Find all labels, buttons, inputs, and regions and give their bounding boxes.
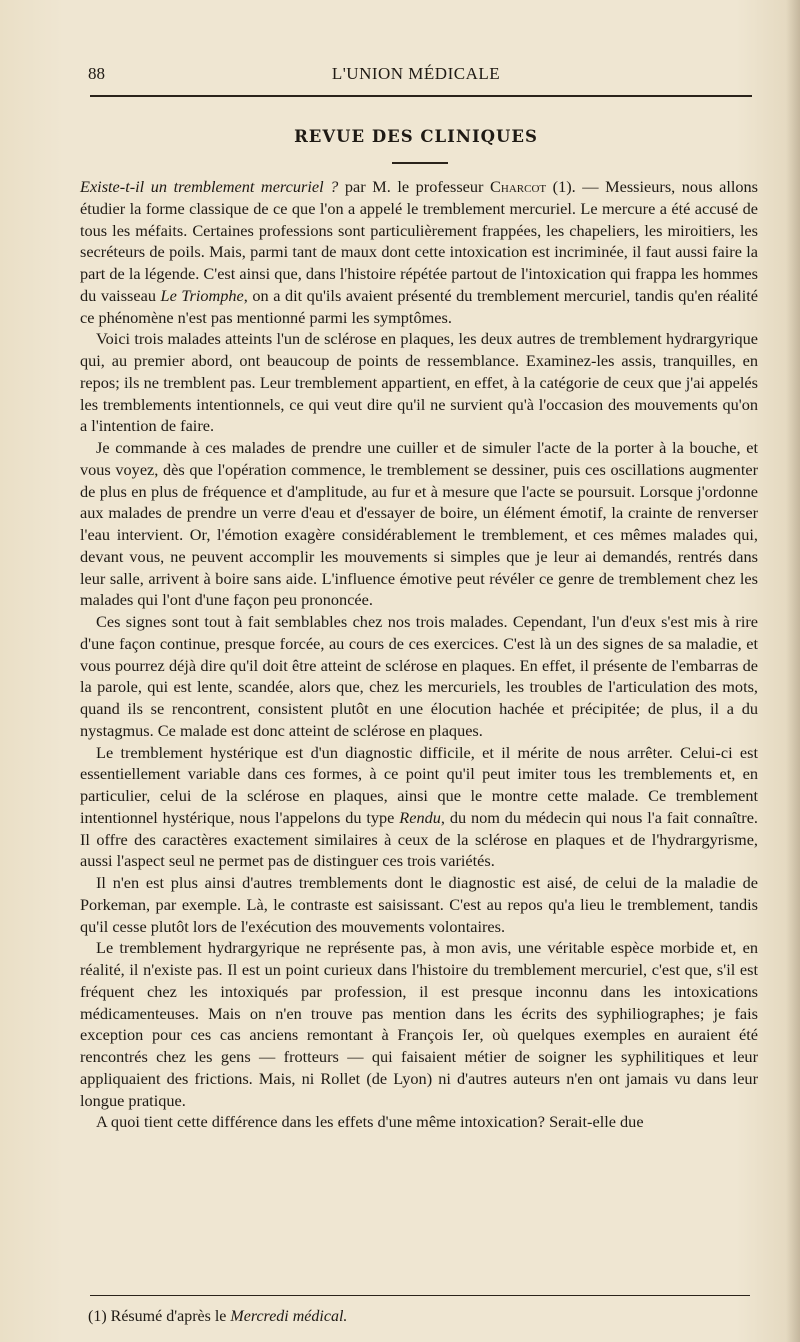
title-divider <box>392 162 448 164</box>
type-name: Rendu <box>399 807 441 827</box>
paragraph: Ces signes sont tout à fait semblables chez nos trois malades. Cependant, l'un d'eux s'est mis à rire d'une façon continue, presque forcée, au cours de ces exercices. C'est là un des signes de sa maladie, et vous pourrez déjà dire qu'il doit être atteint de sclérose en plaques. En effet, il présente de l'embarras de la parole, qui est lente, scandée, alors que, chez les mercuriels, les troubles de l'articulation des mots, quand ils se rencontrent, consistent plutôt en une élocution hachée et précipitée; de plus, il a du nystagmus. Ce malade est donc atteint de sclérose en plaques. <box>80 612 758 740</box>
paragraph: Il n'en est plus ainsi d'autres tremblements dont le diagnostic est aisé, de celui de la maladie de Porkeman, par exemple. Là, le contraste est saisissant. C'est au repos qu'a lieu le tremblement, tandis qu'il cesse plutôt lors de l'exécution des mouvements volontaires. <box>80 873 758 936</box>
paragraph: Je commande à ces malades de prendre une cuiller et de simuler l'acte de la porter à la bouche, et vous voyez, dès que l'opération commence, le tremblement se dessiner, puis ces oscillations augmenter de plus en plus de fréquence et d'amplitude, au fur et à mesure que l'acte se poursuit. Lorsque j'ordonne aux malades de prendre un verre d'eau et d'essayer de boire, un élément émotif, la crainte de renverser l'eau intervient. Or, l'émotion exagère considérablement le tremblement, et ces mêmes malades qui, devant vous, ne peuvent accomplir les mouvements si simples que je leur ai demandés, rentrés dans leur salle, arrivent à boire sans aide. L'influence émotive peut révéler ce genre de tremblement chez les malades qui l'ont d'une façon peu prononcée. <box>80 438 758 610</box>
section-title: REVUE DES CLINIQUES <box>294 127 538 146</box>
article-body <box>80 176 758 1133</box>
paragraph: Voici trois malades atteints l'un de sclérose en plaques, les deux autres de tremblement hydrargyrique qui, au premier abord, ont beaucoup de points de ressemblance. Examinez-les assis, tranquilles, en repos; ils ne tremblent pas. Leur tremblement appartient, en effet, à la catégorie de ceux que j'ai appelés les tremblements intentionnels, ce qui veut dire qu'il ne survient qu'à l'occasion des mouvements qu'on a l'intention de faire. <box>80 329 758 436</box>
footnote-rule <box>90 1295 750 1296</box>
footnote: (1) Résumé d'après le Mercredi médical. <box>88 1308 348 1325</box>
header-rule <box>90 95 752 97</box>
ship-name: Le Triomphe <box>160 285 244 305</box>
paragraph: Le tremblement hystérique est d'un diagnostic difficile, et il mérite de nous arrêter. Celui-ci est essentiellement variable dans ces formes, à ce point qu'il peut imiter tous les tremblements et, en particulier, celui de la sclérose en plaques, ainsi que le montre cette malade. Ce tremblement intentionnel hystérique, nous l'appelons du type Rendu, du nom du médecin qui nous l'a fait connaître. Il offre des caractères exactement similaires à ceux de la sclérose en plaques et de l'hydrargyrisme, aussi l'aspect seul ne permet pas de distinguer ces trois variétés. <box>80 742 758 871</box>
author-name: Charcot <box>490 177 547 196</box>
paragraph: A quoi tient cette différence dans les effets d'une même intoxication? Serait-elle due <box>96 1112 644 1132</box>
paragraph: Le tremblement hydrargyrique ne représente pas, à mon avis, une véritable espèce morbide et, en réalité, il n'existe pas. Il est un point curieux dans l'histoire du tremblement mercuriel, c'est que, s'il est fréquent chez les intoxiqués par profession, il est presque inconnu dans les intoxications médicamenteuses. Mais on n'en trouve pas mention dans les écrits des syphiliographes; je fais exception pour ces cas anciens remontant à François Ier, où quelques exemples en auraient été rencontrés chez les gens — frotteurs — qui faisaient métier de soigner les syphilitiques et leur appliquaient des frictions. Mais, ni Rollet (de Lyon) ni d'autres auteurs n'en ont jamais vu dans leur longue pratique. <box>80 938 758 1110</box>
running-header <box>80 64 752 86</box>
page-number: 88 <box>88 64 105 83</box>
journal-title: L'UNION MÉDICALE <box>331 64 501 83</box>
article-title: Existe-t-il un tremblement mercuriel ? <box>80 177 339 196</box>
footnote-source: Mercredi médical. <box>230 1308 348 1325</box>
paragraph: Existe-t-il un tremblement mercuriel ? par M. le professeur Charcot (1). — Messieurs, nous allons étudier la forme classique de ce que l'on a appelé le tremblement mercuriel. Le mercure a été accusé de tous les méfaits. Certaines professions sont particulièrement frappées, les chapeliers, les miroitiers, les secréteurs de poils. Mais, parmi tant de maux dont cette intoxication est incriminée, il faut aussi faire la part de la légende. C'est ainsi que, dans l'histoire répétée partout de l'intoxication qui frappa les hommes du vaisseau Le Triomphe, on a dit qu'ils avaient présenté du tremblement mercuriel, tandis qu'en réalité ce phénomène n'est pas mentionné parmi les symptômes. <box>80 177 758 327</box>
page-edge-shadow <box>786 0 800 1342</box>
